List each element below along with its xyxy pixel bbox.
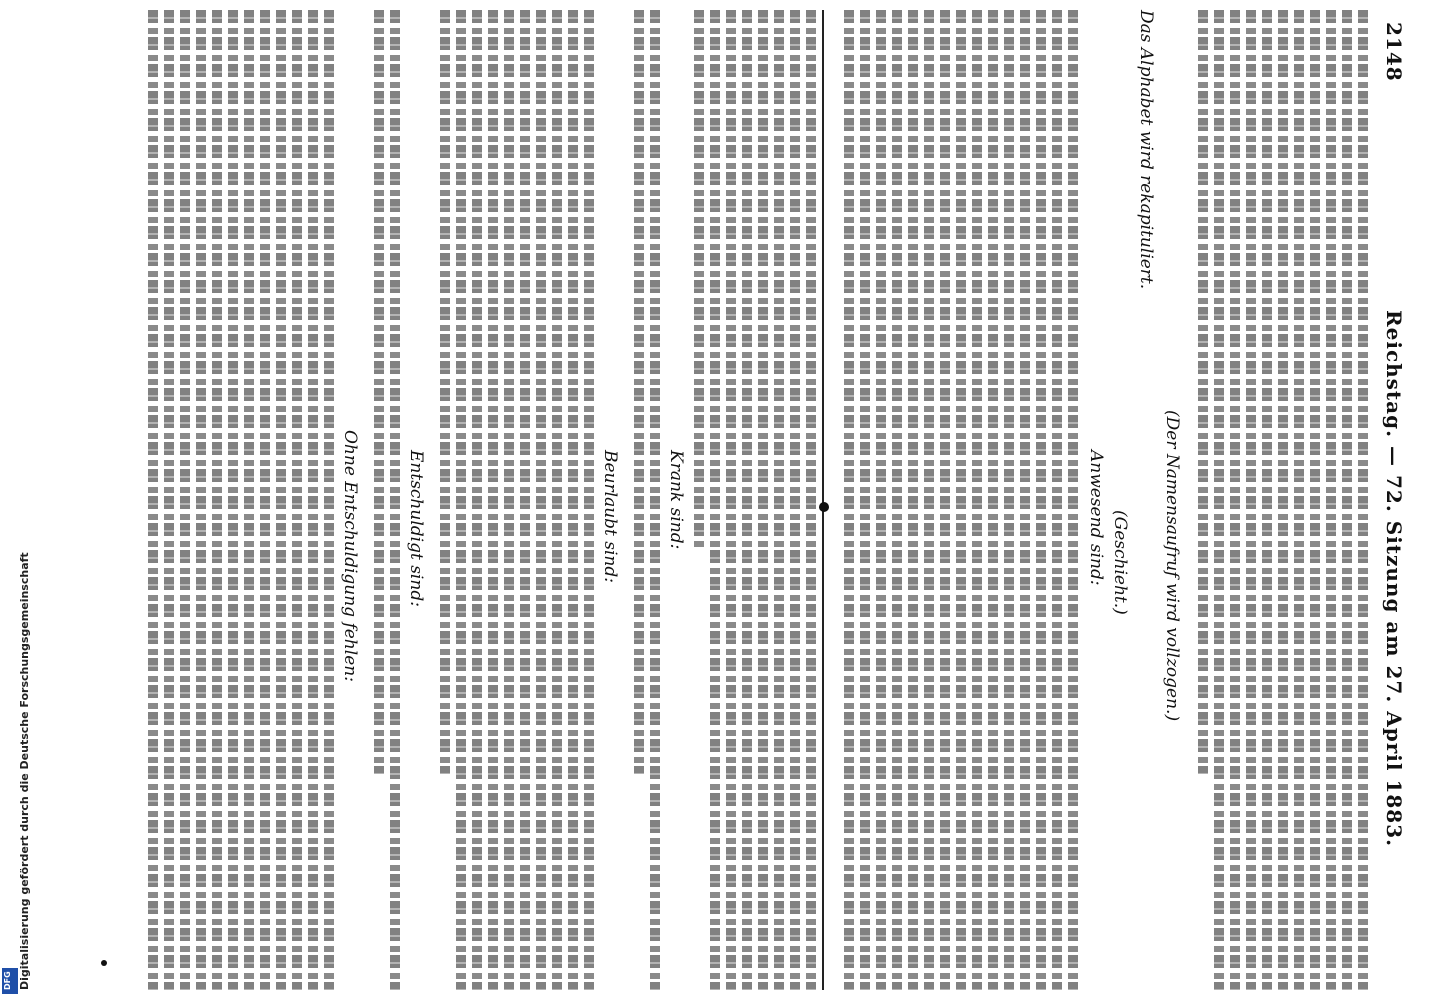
page-header-title: Reichstag. — 72. Sitzung am 27. April 1883. (1382, 310, 1406, 848)
present-heading: Anwesend sind: (1086, 450, 1106, 586)
divider-dot (819, 502, 829, 512)
digitization-credit-text: Digitalisierung gefördert durch die Deutsche Forschungsgemeinschaft (18, 552, 31, 990)
roll-call-note: (Der Namensaufruf wird vollzogen.) (1162, 410, 1182, 722)
absent-members-list (142, 10, 334, 990)
sick-heading: Krank sind: (666, 450, 686, 550)
alphabet-note: Das Alphabet wird rekapituliert. (1136, 10, 1156, 290)
column-divider (822, 10, 824, 990)
on-leave-heading: Beurlaubt sind: (600, 450, 620, 583)
happened-note: (Geschieht.) (1110, 510, 1130, 615)
absent-unexcused-heading: Ohne Entschuldigung fehlen: (340, 430, 360, 682)
excused-members-list (368, 10, 400, 990)
sick-members-list (628, 10, 660, 990)
dfg-logo-text: DFG (3, 971, 12, 990)
rotated-page (112, 10, 1412, 990)
members-list-continued (688, 10, 816, 990)
present-members-list (838, 10, 1078, 990)
dfg-logo (2, 968, 18, 994)
page-number: 2148 (1382, 22, 1406, 82)
page-header (1372, 10, 1412, 990)
digitization-credit (4, 552, 31, 990)
left-column (828, 10, 1368, 990)
president-speech (1192, 10, 1368, 990)
margin-dot (101, 960, 107, 966)
excused-heading: Entschuldigt sind: (406, 450, 426, 607)
on-leave-members-list (434, 10, 594, 990)
right-column (116, 10, 816, 990)
